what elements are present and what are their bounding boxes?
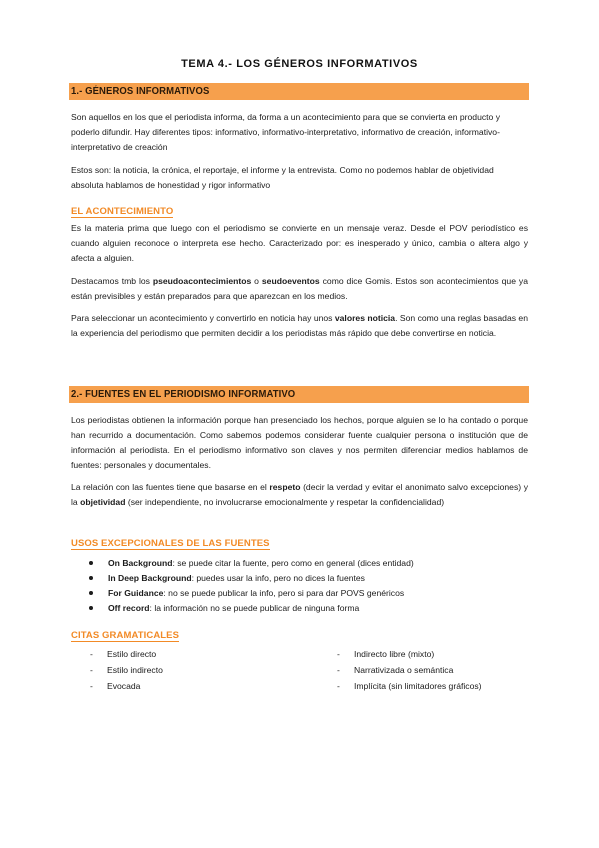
paragraph: Son aquellos en los que el periodista informa, da forma a un acontecimiento para que se convierta en producto y poderlo difundir. Hay diferentes tipos: informativo, informativo-interpretativo, informativo de creación, informativo-interpretativo de creación: [71, 112, 500, 152]
list-item: - Estilo directo: [90, 646, 163, 662]
section-heading: 1.- GÉNEROS INFORMATIVOS: [71, 85, 210, 98]
list-item: On Background: se puede citar la fuente, pero como en general (dices entidad): [71, 556, 531, 571]
section-heading: 2.- FUENTES EN EL PERIODISMO INFORMATIVO: [71, 388, 296, 401]
paragraph: Destacamos tmb los pseudoacontecimientos o seudoeventos como dice Gomis. Estos son acontecimientos que ya están previsibles y están preparados para que aparezcan en los medios.: [71, 276, 528, 301]
list-item: In Deep Background: puedes usar la info, pero no dices la fuentes: [71, 571, 531, 586]
list-item: - Implícita (sin limitadores gráficos): [337, 678, 482, 694]
paragraph: Los periodistas obtienen la información porque han presenciado los hechos, porque alguien se lo ha contado o porque han recurrido a documentación. Como sabemos podemos considerar fuente cualquier persona o institución que de información al periodista. En el periodismo informativo son claves y nos permiten diferenciar medios hablamos de fuentes: personales y documentales.: [71, 415, 528, 470]
paragraph: La relación con las fuentes tiene que basarse en el respeto (decir la verdad y evitar el anonimato salvo excepciones) y la objetividad (ser independiente, no involucrarse emocionalmente y respetar la confidencialidad): [71, 482, 528, 507]
paragraph: Para seleccionar un acontecimiento y convertirlo en noticia hay unos valores noticia. Son como una reglas basadas en la experiencia del periodismo que permiten decidir a los periodistas más rápido que debe convertirse en noticia.: [71, 313, 528, 338]
citas-list-right: [337, 646, 482, 694]
paragraph: Estos son: la noticia, la crónica, el reportaje, el informe y la entrevista. Como no podemos hablar de objetividad absoluta hablamos de honestidad y rigor informativo: [71, 165, 494, 190]
paragraph: Es la materia prima que luego con el periodismo se convierte en un mensaje veraz. Desde el POV periodístico es cuando alguien reconoce o interpreta ese hecho. Caracterizado por: es inesperado y único, cambia o altera algo y afecta a alguien.: [71, 223, 528, 263]
list-item: - Narrativizada o semántica: [337, 662, 482, 678]
list-item: For Guidance: no se puede publicar la info, pero si para dar POVS genéricos: [71, 586, 531, 601]
citas-list-left: [90, 646, 163, 694]
page-title: TEMA 4.- LOS GÉNEROS INFORMATIVOS: [181, 58, 418, 70]
section-heading-bar: [69, 83, 529, 100]
subheading: EL ACONTECIMIENTO: [71, 206, 174, 217]
list-item: - Evocada: [90, 678, 163, 694]
list-item: - Estilo indirecto: [90, 662, 163, 678]
subheading: USOS EXCEPCIONALES DE LAS FUENTES: [71, 538, 270, 549]
list-item: - Indirecto libre (mixto): [337, 646, 482, 662]
subheading: CITAS GRAMATICALES: [71, 630, 180, 641]
list-item: Off record: la información no se puede publicar de ninguna forma: [71, 601, 531, 616]
section-heading-bar: [69, 386, 529, 403]
bullet-list: [71, 556, 531, 616]
